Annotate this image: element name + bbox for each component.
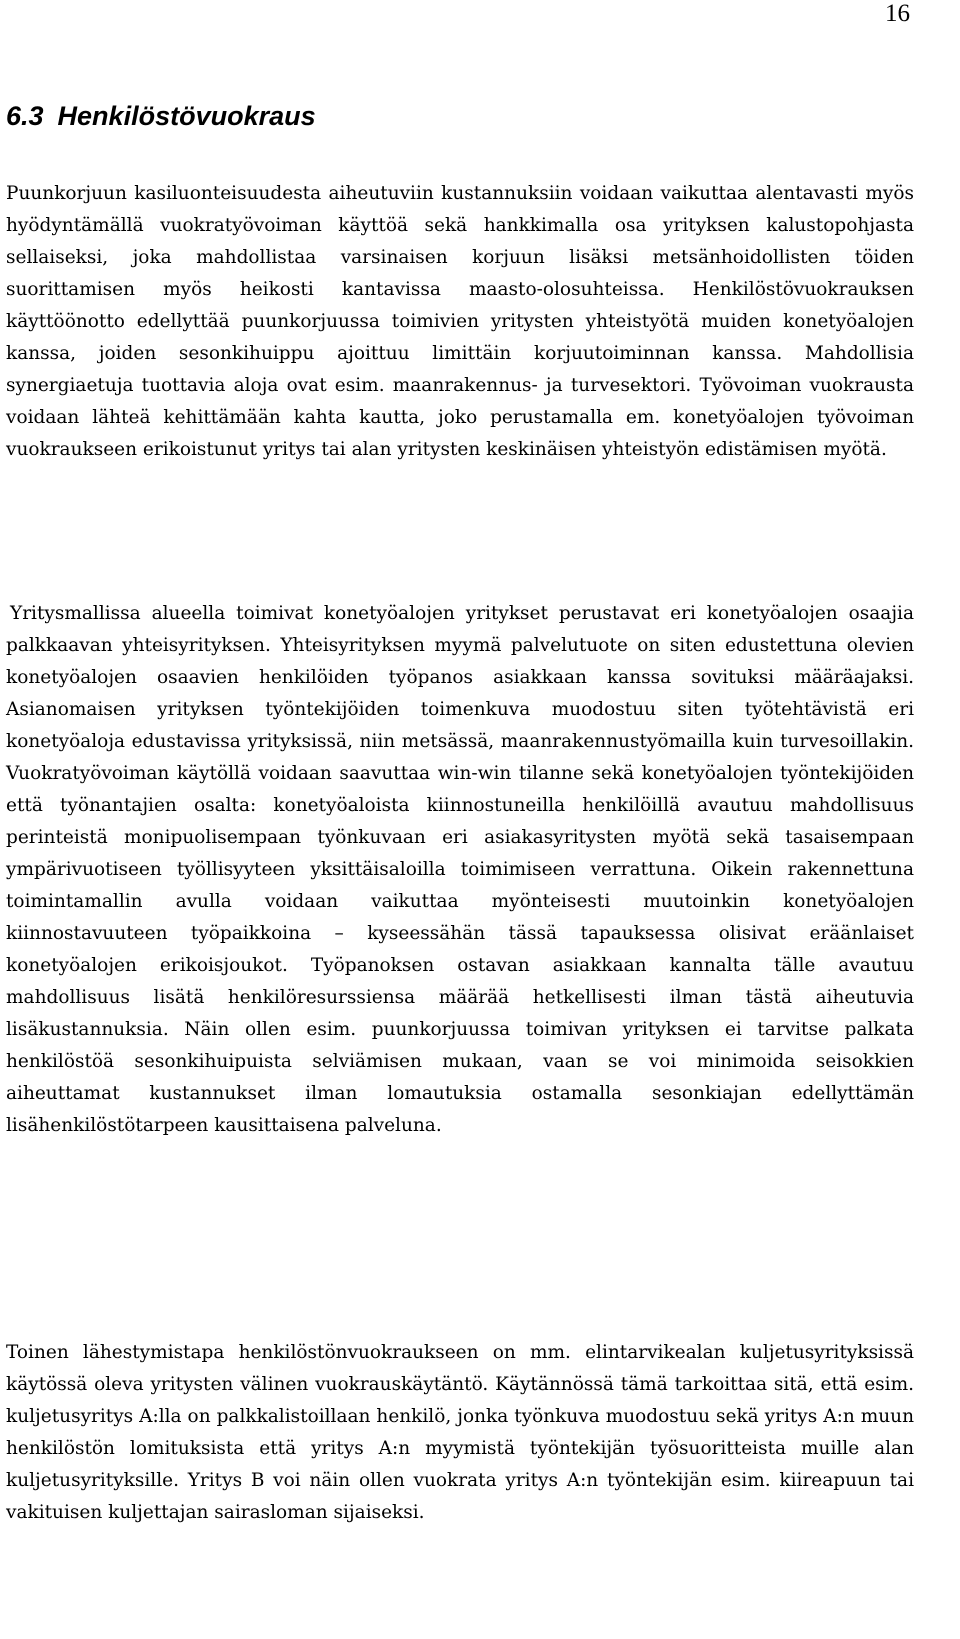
- section-title: Henkilöstövuokraus: [57, 101, 316, 131]
- paragraph-2-block: [6, 598, 914, 1142]
- section-number: 6.3: [6, 101, 44, 131]
- section-heading: [6, 98, 316, 134]
- paragraph-1: Puunkorjuun kasiluonteisuudesta aiheutuviin kustannuksiin voidaan vaikuttaa alentavasti myös hyödyntämällä vuokratyövoiman käyttöä sekä hankkimalla osa yrityksen kalustopohjasta sellaiseksi, joka mahdollistaa varsinaisen korjuun lisäksi metsänhoidollisten töiden suorittamisen myös heikosti kantavissa maasto-olosuhteissa. Henkilöstövuokrauksen käyttöönotto edellyttää puunkorjuussa toimivien yritysten yhteistyötä muiden konetyöalojen kanssa, joiden sesonkihuippu ajoittuu limittäin korjuutoiminnan kanssa. Mahdollisia synergiaetuja tuottavia aloja ovat esim. maanrakennus- ja turvesektori. Työvoiman vuokrausta voidaan lähteä kehittämään kahta kautta, joko perustamalla em. konetyöalojen työvoiman vuokraukseen erikoistunut yritys tai alan yritysten keskinäisen yhteistyön edistämisen myötä.: [6, 183, 914, 460]
- paragraph-2: Yritysmallissa alueella toimivat konetyöalojen yritykset perustavat eri konetyöalojen osaajia palkkaavan yhteisyrityksen. Yhteisyrityksen myymä palvelutuote on siten edustettuna olevien konetyöalojen osaavien henkilöiden työpanos asiakkaan kanssa sovituksi määräajaksi. Asianomaisen yrityksen työntekijöiden toimenkuva muodostuu siten työtehtävistä eri konetyöaloja edustavissa yrityksissä, niin metsässä, maanrakennustyömailla kuin turvesoillakin. Vuokratyövoiman käytöllä voidaan saavuttaa win-win tilanne sekä konetyöalojen työntekijöiden että työnantajien osalta: konetyöaloista kiinnostuneilla henkilöillä avautuu mahdollisuus perinteistä monipuolisempaan työnkuvaan eri asiakasyritysten myötä sekä tasaisempaan ympärivuotiseen työllisyyteen yksittäisaloilla toimimiseen verrattuna. Oikein rakennettuna toimintamallin avulla voidaan vaikuttaa myönteisesti muutoinkin konetyöalojen kiinnostavuuteen työpaikkoina – kyseessähän tässä tapauksessa olisivat eräänlaiset konetyöalojen erikoisjoukot. Työpanoksen ostavan asiakkaan kannalta tälle avautuu mahdollisuus lisätä henkilöresurssiensa määrää hetkellisesti ilman tästä aiheutuvia lisäkustannuksia. Näin ollen esim. puunkorjuussa toimivan yrityksen ei tarvitse palkata henkilöstöä sesonkihuipuista selviämisen mukaan, vaan se voi minimoida seisokkien aiheuttamat kustannukset ilman lomautuksia ostamalla sesonkiajan edellyttämän lisähenkilöstötarpeen kausittaisena palveluna.: [6, 603, 914, 1136]
- paragraph-3: Toinen lähestymistapa henkilöstönvuokraukseen on mm. elintarvikealan kuljetusyrityksissä käytössä oleva yritysten välinen vuokrauskäytäntö. Käytännössä tämä tarkoittaa sitä, että esim. kuljetusyritys A:lla on palkkalistoillaan henkilö, jonka työnkuva muodostuu sekä yritys A:n muun henkilöstön lomituksista että yritys A:n myymistä työntekijän työsuoritteista muille alan kuljetusyrityksille. Yritys B voi näin ollen vuokrata yritys A:n työntekijän esim. kiireapuun tai vakituisen kuljettajan sairasloman sijaiseksi.: [6, 1342, 914, 1523]
- page-number: 16: [885, 0, 910, 27]
